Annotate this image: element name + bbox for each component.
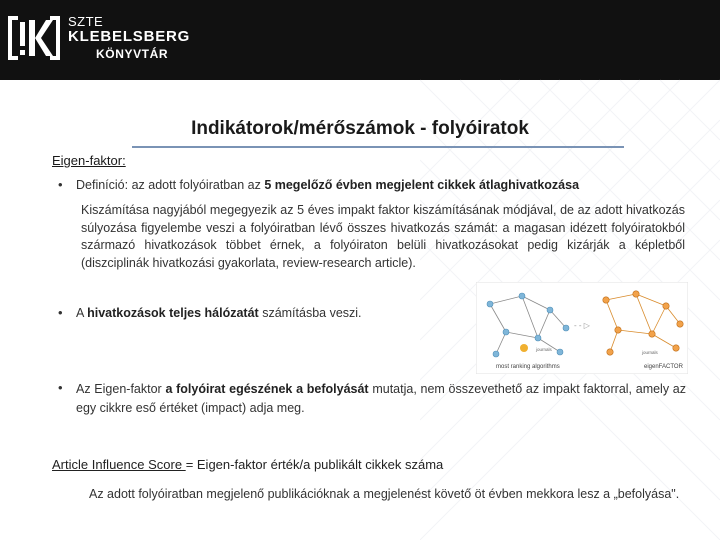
- figure-caption-right: eigenFACTOR: [644, 364, 683, 370]
- figure-caption-left: most ranking algorithms: [496, 364, 560, 370]
- network-left-highlight-node: [520, 344, 528, 352]
- influence-text-suffix: mutatja, nem összevethető az impakt faktorral, amely az egy cikkre eső értéket (impact) adja meg.: [76, 382, 687, 415]
- slide-title: Indikátorok/mérőszámok - folyóiratok: [191, 118, 529, 139]
- article-influence-score-line: [52, 457, 443, 472]
- library-logo-icon: [6, 12, 62, 64]
- bullet-dot-2: •: [58, 305, 63, 320]
- bullet-dot-1: •: [58, 177, 63, 192]
- ais-formula: = Eigen-faktor érték/a publikált cikkek száma: [185, 457, 444, 472]
- influence-bold-text: a folyóirat egészének a befolyását: [165, 382, 369, 396]
- bullet-network: [76, 305, 362, 321]
- bullet-definition: [76, 177, 579, 193]
- section-heading-eigenfactor: Eigen-faktor:: [52, 153, 126, 168]
- figure-node-label-left: journals: [536, 347, 552, 352]
- figure-node-label-right: journals: [642, 350, 658, 355]
- network-bold-text: hivatkozások teljes hálózatát: [87, 306, 259, 320]
- figure-arrow-icon: - - ▷: [574, 321, 590, 330]
- network-text-suffix: számításba veszi.: [258, 306, 362, 320]
- logo-text-konyvtar: KÖNYVTÁR: [96, 47, 169, 61]
- network-text-prefix: A: [76, 306, 88, 320]
- title-underline-divider: [132, 146, 624, 148]
- logo-text-szte: SZTE: [68, 14, 104, 29]
- bullet-influence: [76, 380, 686, 418]
- calculation-paragraph: Kiszámítása nagyjából megegyezik az 5 éves impakt faktor kiszámításának módjával, de az adott hivatkozás súlyozása figyelembe veszi a folyóiratban lévő összes hivatkozás számát: a magasan idézett folyóiratokból származó hivatkozások többet érnek, a folyóiraton belüli hivatkozásokat pedig kizárják a képletből (diszciplinák hivatkozási gyakorlata, review-research article).: [81, 203, 685, 270]
- ais-label: Article Influence Score: [52, 457, 186, 472]
- definition-bold-text: 5 megelőző évben megjelent cikkek átlaghivatkozása: [264, 178, 580, 192]
- citation-network-figure: [476, 282, 688, 374]
- influence-text-prefix: Az Eigen-faktor: [76, 382, 166, 396]
- bullet-dot-3: •: [58, 380, 63, 395]
- ais-explanation: Az adott folyóiratban megjelenő publikációknak a megjelenést követő öt évben mekkora lesz a „befolyása".: [89, 487, 680, 501]
- definition-text: Definíció: az adott folyóiratban az: [76, 178, 265, 192]
- logo-text-klebelsberg: KLEBELSBERG: [68, 28, 191, 45]
